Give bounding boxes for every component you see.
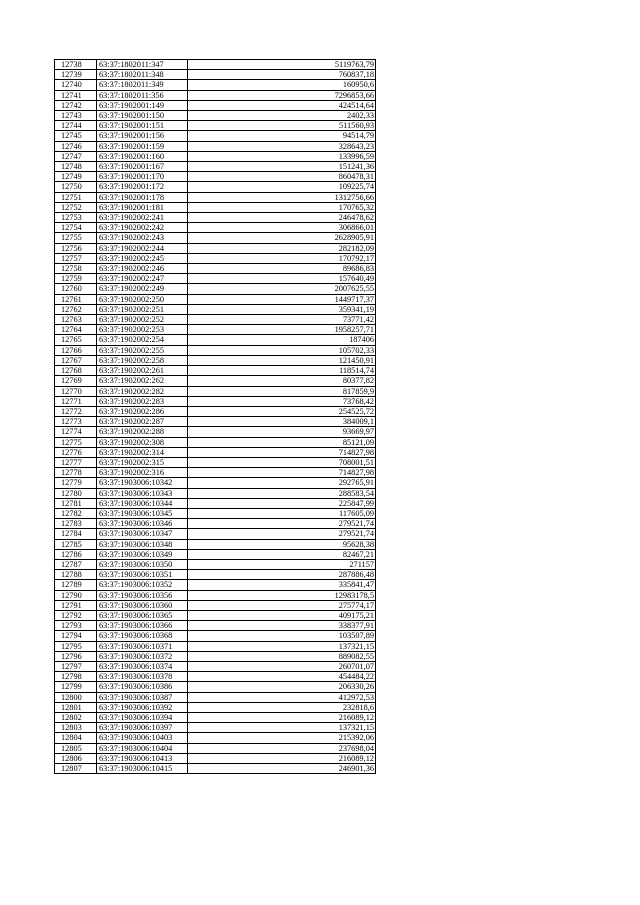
table-row — [55, 631, 376, 641]
row-number-cell: 12788 — [55, 570, 97, 580]
table-row — [55, 713, 376, 723]
cadastral-number-cell: 63:37:1902002:286 — [97, 406, 188, 416]
row-number-cell: 12796 — [55, 651, 97, 661]
cadastral-number-cell: 63:37:1903006:10394 — [97, 713, 188, 723]
value-cell: 714827,98 — [188, 468, 376, 478]
table-row — [55, 233, 376, 243]
table-row — [55, 559, 376, 569]
cadastral-number-cell: 63:37:1902002:253 — [97, 325, 188, 335]
value-cell: 279521,74 — [188, 529, 376, 539]
row-number-cell: 12738 — [55, 60, 97, 70]
value-cell: 80377,82 — [188, 376, 376, 386]
cadastral-number-cell: 63:37:1903006:10403 — [97, 733, 188, 743]
row-number-cell: 12768 — [55, 366, 97, 376]
row-number-cell: 12744 — [55, 121, 97, 131]
row-number-cell: 12752 — [55, 202, 97, 212]
row-number-cell: 12797 — [55, 661, 97, 671]
value-cell: 89686,83 — [188, 264, 376, 274]
cadastral-number-cell: 63:37:1902001:150 — [97, 111, 188, 121]
row-number-cell: 12798 — [55, 672, 97, 682]
cadastral-number-cell: 63:37:1902002:261 — [97, 366, 188, 376]
value-cell: 118514,74 — [188, 366, 376, 376]
data-table — [54, 59, 376, 774]
cadastral-number-cell: 63:37:1902002:241 — [97, 213, 188, 223]
row-number-cell: 12803 — [55, 723, 97, 733]
row-number-cell: 12742 — [55, 100, 97, 110]
row-number-cell: 12770 — [55, 386, 97, 396]
value-cell: 1312756,66 — [188, 192, 376, 202]
cadastral-number-cell: 63:37:1903006:10350 — [97, 559, 188, 569]
value-cell: 157640,49 — [188, 274, 376, 284]
row-number-cell: 12784 — [55, 529, 97, 539]
row-number-cell: 12754 — [55, 223, 97, 233]
table-row — [55, 468, 376, 478]
table-row — [55, 417, 376, 427]
value-cell: 412972,53 — [188, 692, 376, 702]
row-number-cell: 12753 — [55, 213, 97, 223]
value-cell: 95628,38 — [188, 539, 376, 549]
cadastral-number-cell: 63:37:1903006:10356 — [97, 590, 188, 600]
cadastral-number-cell: 63:37:1902002:243 — [97, 233, 188, 243]
cadastral-number-cell: 63:37:1903006:10351 — [97, 570, 188, 580]
cadastral-number-cell: 63:37:1902001:149 — [97, 100, 188, 110]
cadastral-number-cell: 63:37:1903006:10368 — [97, 631, 188, 641]
cadastral-number-cell: 63:37:1903006:10413 — [97, 753, 188, 763]
table-row — [55, 672, 376, 682]
value-cell: 2628905,91 — [188, 233, 376, 243]
value-cell: 94514,79 — [188, 131, 376, 141]
row-number-cell: 12758 — [55, 264, 97, 274]
cadastral-number-cell: 63:37:1902002:282 — [97, 386, 188, 396]
table-row — [55, 519, 376, 529]
cadastral-number-cell: 63:37:1902001:159 — [97, 141, 188, 151]
table-row — [55, 478, 376, 488]
cadastral-number-cell: 63:37:1902002:250 — [97, 294, 188, 304]
row-number-cell: 12774 — [55, 427, 97, 437]
row-number-cell: 12769 — [55, 376, 97, 386]
cadastral-number-cell: 63:37:1902002:249 — [97, 284, 188, 294]
table-row — [55, 641, 376, 651]
cadastral-number-cell: 63:37:1903006:10378 — [97, 672, 188, 682]
table-row — [55, 590, 376, 600]
cadastral-number-cell: 63:37:1903006:10387 — [97, 692, 188, 702]
cadastral-number-cell: 63:37:1802011:347 — [97, 60, 188, 70]
cadastral-number-cell: 63:37:1902001:178 — [97, 192, 188, 202]
row-number-cell: 12761 — [55, 294, 97, 304]
cadastral-number-cell: 63:37:1902002:251 — [97, 304, 188, 314]
table-row — [55, 488, 376, 498]
cadastral-number-cell: 63:37:1802011:348 — [97, 70, 188, 80]
table-row — [55, 498, 376, 508]
row-number-cell: 12795 — [55, 641, 97, 651]
value-cell: 237698,04 — [188, 743, 376, 753]
table-row — [55, 692, 376, 702]
value-cell: 292765,91 — [188, 478, 376, 488]
value-cell: 93669,97 — [188, 427, 376, 437]
value-cell: 271157 — [188, 559, 376, 569]
value-cell: 454484,22 — [188, 672, 376, 682]
cadastral-number-cell: 63:37:1902002:315 — [97, 457, 188, 467]
cadastral-number-cell: 63:37:1802011:356 — [97, 90, 188, 100]
value-cell: 1958257,71 — [188, 325, 376, 335]
table-row — [55, 682, 376, 692]
cadastral-number-cell: 63:37:1903006:10404 — [97, 743, 188, 753]
cadastral-number-cell: 63:37:1902002:258 — [97, 355, 188, 365]
row-number-cell: 12782 — [55, 508, 97, 518]
value-cell: 225847,99 — [188, 498, 376, 508]
table-row — [55, 192, 376, 202]
row-number-cell: 12789 — [55, 580, 97, 590]
table-body — [55, 60, 376, 774]
value-cell: 117605,09 — [188, 508, 376, 518]
table-row — [55, 264, 376, 274]
value-cell: 246478,62 — [188, 213, 376, 223]
table-row — [55, 457, 376, 467]
value-cell: 260701,07 — [188, 661, 376, 671]
table-row — [55, 529, 376, 539]
value-cell: 109225,74 — [188, 182, 376, 192]
row-number-cell: 12793 — [55, 621, 97, 631]
value-cell: 170765,32 — [188, 202, 376, 212]
value-cell: 511560,93 — [188, 121, 376, 131]
table-row — [55, 508, 376, 518]
value-cell: 105702,33 — [188, 345, 376, 355]
value-cell: 12983178,5 — [188, 590, 376, 600]
row-number-cell: 12775 — [55, 437, 97, 447]
cadastral-number-cell: 63:37:1902002:245 — [97, 253, 188, 263]
table-row — [55, 610, 376, 620]
row-number-cell: 12806 — [55, 753, 97, 763]
row-number-cell: 12764 — [55, 325, 97, 335]
table-row — [55, 182, 376, 192]
table-row — [55, 172, 376, 182]
value-cell: 860478,31 — [188, 172, 376, 182]
row-number-cell: 12759 — [55, 274, 97, 284]
value-cell: 216089,12 — [188, 713, 376, 723]
cadastral-number-cell: 63:37:1903006:10348 — [97, 539, 188, 549]
row-number-cell: 12773 — [55, 417, 97, 427]
row-number-cell: 12763 — [55, 315, 97, 325]
table-row — [55, 121, 376, 131]
value-cell: 7296853,66 — [188, 90, 376, 100]
row-number-cell: 12741 — [55, 90, 97, 100]
row-number-cell: 12785 — [55, 539, 97, 549]
value-cell: 246901,36 — [188, 764, 376, 774]
cadastral-number-cell: 63:37:1902001:151 — [97, 121, 188, 131]
cadastral-number-cell: 63:37:1902002:316 — [97, 468, 188, 478]
cadastral-number-cell: 63:37:1902002:252 — [97, 315, 188, 325]
table-row — [55, 60, 376, 70]
value-cell: 133996,59 — [188, 151, 376, 161]
row-number-cell: 12777 — [55, 457, 97, 467]
table-row — [55, 100, 376, 110]
table-row — [55, 600, 376, 610]
cadastral-number-cell: 63:37:1902002:242 — [97, 223, 188, 233]
row-number-cell: 12800 — [55, 692, 97, 702]
cadastral-number-cell: 63:37:1902001:156 — [97, 131, 188, 141]
value-cell: 817859,9 — [188, 386, 376, 396]
value-cell: 328643,23 — [188, 141, 376, 151]
table-row — [55, 253, 376, 263]
table-row — [55, 743, 376, 753]
table-row — [55, 764, 376, 774]
row-number-cell: 12751 — [55, 192, 97, 202]
row-number-cell: 12779 — [55, 478, 97, 488]
table-row — [55, 427, 376, 437]
row-number-cell: 12739 — [55, 70, 97, 80]
value-cell: 73768,42 — [188, 396, 376, 406]
table-row — [55, 111, 376, 121]
cadastral-number-cell: 63:37:1902002:288 — [97, 427, 188, 437]
value-cell: 232818,6 — [188, 702, 376, 712]
value-cell: 708001,51 — [188, 457, 376, 467]
table-row — [55, 580, 376, 590]
table-row — [55, 151, 376, 161]
value-cell: 73771,42 — [188, 315, 376, 325]
row-number-cell: 12757 — [55, 253, 97, 263]
row-number-cell: 12765 — [55, 335, 97, 345]
cadastral-number-cell: 63:37:1902002:255 — [97, 345, 188, 355]
cadastral-number-cell: 63:37:1902002:262 — [97, 376, 188, 386]
row-number-cell: 12791 — [55, 600, 97, 610]
value-cell: 760837,18 — [188, 70, 376, 80]
value-cell: 137321,15 — [188, 641, 376, 651]
table-row — [55, 702, 376, 712]
cadastral-number-cell: 63:37:1903006:10345 — [97, 508, 188, 518]
value-cell: 275774,17 — [188, 600, 376, 610]
row-number-cell: 12771 — [55, 396, 97, 406]
cadastral-number-cell: 63:37:1902002:287 — [97, 417, 188, 427]
value-cell: 215392,06 — [188, 733, 376, 743]
table-row — [55, 325, 376, 335]
table-row — [55, 80, 376, 90]
table-row — [55, 549, 376, 559]
cadastral-number-cell: 63:37:1902001:160 — [97, 151, 188, 161]
row-number-cell: 12794 — [55, 631, 97, 641]
row-number-cell: 12767 — [55, 355, 97, 365]
value-cell: 2402,33 — [188, 111, 376, 121]
row-number-cell: 12780 — [55, 488, 97, 498]
row-number-cell: 12790 — [55, 590, 97, 600]
table-row — [55, 733, 376, 743]
row-number-cell: 12772 — [55, 406, 97, 416]
table-row — [55, 386, 376, 396]
table-row — [55, 406, 376, 416]
table-row — [55, 570, 376, 580]
row-number-cell: 12745 — [55, 131, 97, 141]
table-row — [55, 70, 376, 80]
value-cell: 85121,09 — [188, 437, 376, 447]
value-cell: 359341,19 — [188, 304, 376, 314]
cadastral-number-cell: 63:37:1903006:10415 — [97, 764, 188, 774]
cadastral-number-cell: 63:37:1903006:10360 — [97, 600, 188, 610]
cadastral-number-cell: 63:37:1903006:10371 — [97, 641, 188, 651]
table-row — [55, 396, 376, 406]
cadastral-number-cell: 63:37:1903006:10374 — [97, 661, 188, 671]
cadastral-number-cell: 63:37:1903006:10372 — [97, 651, 188, 661]
cadastral-number-cell: 63:37:1902002:314 — [97, 447, 188, 457]
value-cell: 2007625,55 — [188, 284, 376, 294]
table-row — [55, 753, 376, 763]
row-number-cell: 12747 — [55, 151, 97, 161]
table-row — [55, 366, 376, 376]
row-number-cell: 12786 — [55, 549, 97, 559]
table-row — [55, 304, 376, 314]
cadastral-number-cell: 63:37:1903006:10392 — [97, 702, 188, 712]
cadastral-number-cell: 63:37:1903006:10397 — [97, 723, 188, 733]
table-row — [55, 131, 376, 141]
value-cell: 187406 — [188, 335, 376, 345]
row-number-cell: 12787 — [55, 559, 97, 569]
cadastral-number-cell: 63:37:1903006:10365 — [97, 610, 188, 620]
table-row — [55, 315, 376, 325]
table-row — [55, 274, 376, 284]
row-number-cell: 12766 — [55, 345, 97, 355]
table-row — [55, 345, 376, 355]
table-row — [55, 162, 376, 172]
table-row — [55, 651, 376, 661]
table-row — [55, 437, 376, 447]
table-row — [55, 202, 376, 212]
cadastral-number-cell: 63:37:1902002:308 — [97, 437, 188, 447]
value-cell: 287886,48 — [188, 570, 376, 580]
cadastral-number-cell: 63:37:1903006:10352 — [97, 580, 188, 590]
row-number-cell: 12760 — [55, 284, 97, 294]
row-number-cell: 12801 — [55, 702, 97, 712]
value-cell: 306866,01 — [188, 223, 376, 233]
table-row — [55, 294, 376, 304]
row-number-cell: 12749 — [55, 172, 97, 182]
cadastral-number-cell: 63:37:1903006:10349 — [97, 549, 188, 559]
table-row — [55, 621, 376, 631]
table-row — [55, 723, 376, 733]
table-row — [55, 447, 376, 457]
value-cell: 121450,91 — [188, 355, 376, 365]
cadastral-number-cell: 63:37:1903006:10386 — [97, 682, 188, 692]
value-cell: 1449717,37 — [188, 294, 376, 304]
row-number-cell: 12804 — [55, 733, 97, 743]
row-number-cell: 12755 — [55, 233, 97, 243]
row-number-cell: 12792 — [55, 610, 97, 620]
table-row — [55, 90, 376, 100]
value-cell: 137321,15 — [188, 723, 376, 733]
cadastral-number-cell: 63:37:1903006:10344 — [97, 498, 188, 508]
table-row — [55, 376, 376, 386]
value-cell: 151241,36 — [188, 162, 376, 172]
value-cell: 424514,64 — [188, 100, 376, 110]
value-cell: 170792,17 — [188, 253, 376, 263]
value-cell: 82467,21 — [188, 549, 376, 559]
row-number-cell: 12799 — [55, 682, 97, 692]
value-cell: 279521,74 — [188, 519, 376, 529]
row-number-cell: 12746 — [55, 141, 97, 151]
cadastral-number-cell: 63:37:1802011:349 — [97, 80, 188, 90]
cadastral-number-cell: 63:37:1902001:181 — [97, 202, 188, 212]
cadastral-number-cell: 63:37:1902001:172 — [97, 182, 188, 192]
row-number-cell: 12778 — [55, 468, 97, 478]
cadastral-number-cell: 63:37:1902002:244 — [97, 243, 188, 253]
value-cell: 282182,09 — [188, 243, 376, 253]
cadastral-number-cell: 63:37:1903006:10346 — [97, 519, 188, 529]
value-cell: 216089,12 — [188, 753, 376, 763]
cadastral-number-cell: 63:37:1903006:10347 — [97, 529, 188, 539]
table-row — [55, 141, 376, 151]
cadastral-number-cell: 63:37:1903006:10343 — [97, 488, 188, 498]
cadastral-number-cell: 63:37:1902001:167 — [97, 162, 188, 172]
value-cell: 254525,72 — [188, 406, 376, 416]
value-cell: 384009,1 — [188, 417, 376, 427]
row-number-cell: 12807 — [55, 764, 97, 774]
row-number-cell: 12750 — [55, 182, 97, 192]
cadastral-number-cell: 63:37:1902002:247 — [97, 274, 188, 284]
value-cell: 889082,55 — [188, 651, 376, 661]
cadastral-number-cell: 63:37:1902002:254 — [97, 335, 188, 345]
table-row — [55, 335, 376, 345]
cadastral-number-cell: 63:37:1902002:283 — [97, 396, 188, 406]
value-cell: 714827,98 — [188, 447, 376, 457]
table-row — [55, 223, 376, 233]
table-row — [55, 661, 376, 671]
cadastral-number-cell: 63:37:1902001:170 — [97, 172, 188, 182]
table-row — [55, 284, 376, 294]
table-row — [55, 213, 376, 223]
row-number-cell: 12805 — [55, 743, 97, 753]
table-row — [55, 355, 376, 365]
row-number-cell: 12802 — [55, 713, 97, 723]
row-number-cell: 12743 — [55, 111, 97, 121]
row-number-cell: 12781 — [55, 498, 97, 508]
table-row — [55, 243, 376, 253]
table-row — [55, 539, 376, 549]
value-cell: 335841,47 — [188, 580, 376, 590]
row-number-cell: 12740 — [55, 80, 97, 90]
value-cell: 5119763,79 — [188, 60, 376, 70]
row-number-cell: 12762 — [55, 304, 97, 314]
cadastral-number-cell: 63:37:1903006:10342 — [97, 478, 188, 488]
cadastral-number-cell: 63:37:1903006:10366 — [97, 621, 188, 631]
value-cell: 409175,21 — [188, 610, 376, 620]
value-cell: 338377,91 — [188, 621, 376, 631]
row-number-cell: 12748 — [55, 162, 97, 172]
value-cell: 288583,54 — [188, 488, 376, 498]
value-cell: 206330,26 — [188, 682, 376, 692]
value-cell: 160950,6 — [188, 80, 376, 90]
cadastral-number-cell: 63:37:1902002:246 — [97, 264, 188, 274]
row-number-cell: 12756 — [55, 243, 97, 253]
row-number-cell: 12783 — [55, 519, 97, 529]
row-number-cell: 12776 — [55, 447, 97, 457]
value-cell: 103507,89 — [188, 631, 376, 641]
